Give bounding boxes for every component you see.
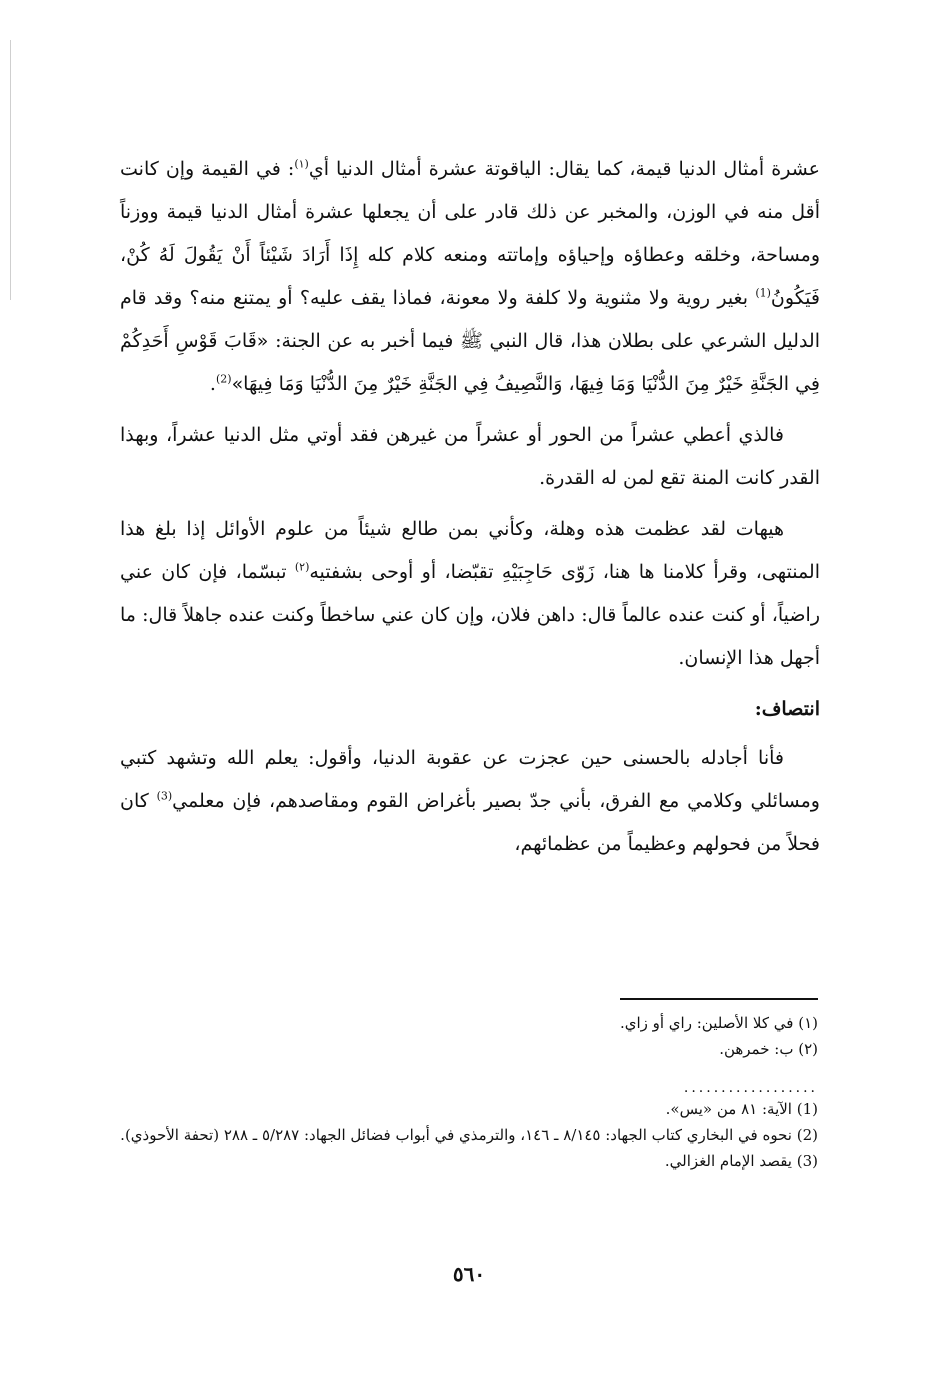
main-text (120, 148, 820, 874)
footnote-ref-1[interactable]: (١) (294, 157, 309, 171)
p1-line1-end: : في (255, 158, 295, 180)
footnote-divider (620, 998, 818, 1000)
section-heading: انتصاف: (754, 698, 820, 720)
p1-line1: عشرة أمثال الدنيا قيمة، كما يقال: الياقوتة عشرة أمثال الدنيا أي (308, 158, 820, 180)
editor-footnote-1: (1) الآية: ٨١ من «يس». (665, 1100, 818, 1118)
footnote-ref-teacher[interactable]: (3) (156, 789, 173, 803)
p4-part2: كان فحلاً من فحولهم وعظيماً من عظمائهم، (120, 790, 820, 855)
paragraph-2: فالذي أعطي عشراً من الحور أو عشراً من غيرهن فقد أوتي مثل الدنيا عشراً، وبهذا القدر كانت المنة تقع لمن له القدرة. (120, 424, 820, 489)
quran-quote: إِذَا أَرَادَ شَيْئاً أَنْ يَقُولَ لَهُ كُنْ، فَيَكُونُ (120, 244, 820, 309)
p3-part1: هيهات لقد عظمت هذه وهلة، وكأني بمن طالع شيئاً من علوم الأوائل إذا بلغ هذا المنتهى، وقرأ كلامنا ها هنا، زَوّى حَاجِبَيْهِ تقبّضا، أو أوحى بشفتيه (120, 518, 821, 583)
dotted-separator: .................. (683, 1080, 818, 1096)
footnotes (118, 998, 818, 1174)
footnote-ref-2[interactable]: (٢) (294, 560, 310, 574)
p1-end: . (209, 373, 216, 395)
page-edge-mark (10, 40, 11, 300)
manuscript-footnote-1: (١) في كلا الأصلين: راي أو زاي. (619, 1014, 818, 1032)
page-number: ٥٦٠ (452, 1262, 486, 1286)
manuscript-footnote-2: (٢) ب: خمرهن. (719, 1040, 818, 1058)
paragraph-3 (120, 508, 820, 680)
editor-footnote-2: (2) نحوه في البخاري كتاب الجهاد: ٨/١٤٥ ـ ١٤٦، والترمذي في أبواب فضائل الجهاد: ٥/٢٨٧ ـ ٢٨٨ (تحفة الأحوذي). (120, 1126, 818, 1144)
hadith-quote: «قَابَ قَوْسِ أَحَدِكُمْ فِي الجَنَّةِ خَيْرٌ مِنَ الدُّنْيَا وَمَا فِيهَا، وَالنَّصِيفُ فِي الجَنَّةِ خَيْرٌ مِنَ الدُّنْيَا وَمَا فِيهَا» (120, 330, 820, 395)
footnote-ref-quran[interactable]: (1) (755, 286, 771, 300)
p4-part1: فأنا أجادله بالحسنى حين عجزت عن عقوبة الدنيا، وأقول: يعلم الله وتشهد كتبي ومسائلي وكلامي مع الفرق، بأني جدّ بصير بأغراض القوم ومقاصدهم، فإن معلمي (120, 747, 820, 812)
paragraph-4 (120, 737, 820, 866)
footnote-ref-hadith[interactable]: (2) (215, 372, 232, 386)
editor-footnote-3: (3) يقصد الإمام الغزالي. (664, 1152, 818, 1170)
p1-rest2: بغير روية ولا مثنوية ولا كلفة ولا معونة، فماذا يقف عليه؟ أو يمتنع منه؟ وقد قام الدليل الشرعي على بطلان هذا، قال النبي ﷺ فيما أخبر به عن الجنة: (120, 287, 820, 352)
p3-part2: تبسّما، فإن كان عني راضياً، أو كنت عنده عالماً قال: داهن فلان، وإن كان عني ساخطاً وكنت عنده جاهلاً قال: ما أجهل هذا الإنسان. (120, 561, 820, 669)
p1-rest1: القيمة وإن كانت أقل منه في الوزن، والمخبر عن ذلك قادر على أن يجعلها عشرة أمثال الدنيا قيمة ووزناً ومساحة، وخلقه وعطاؤه وإحياؤه وإماتته ومنعه كلام كله (120, 158, 820, 266)
paragraph-1 (120, 148, 820, 406)
